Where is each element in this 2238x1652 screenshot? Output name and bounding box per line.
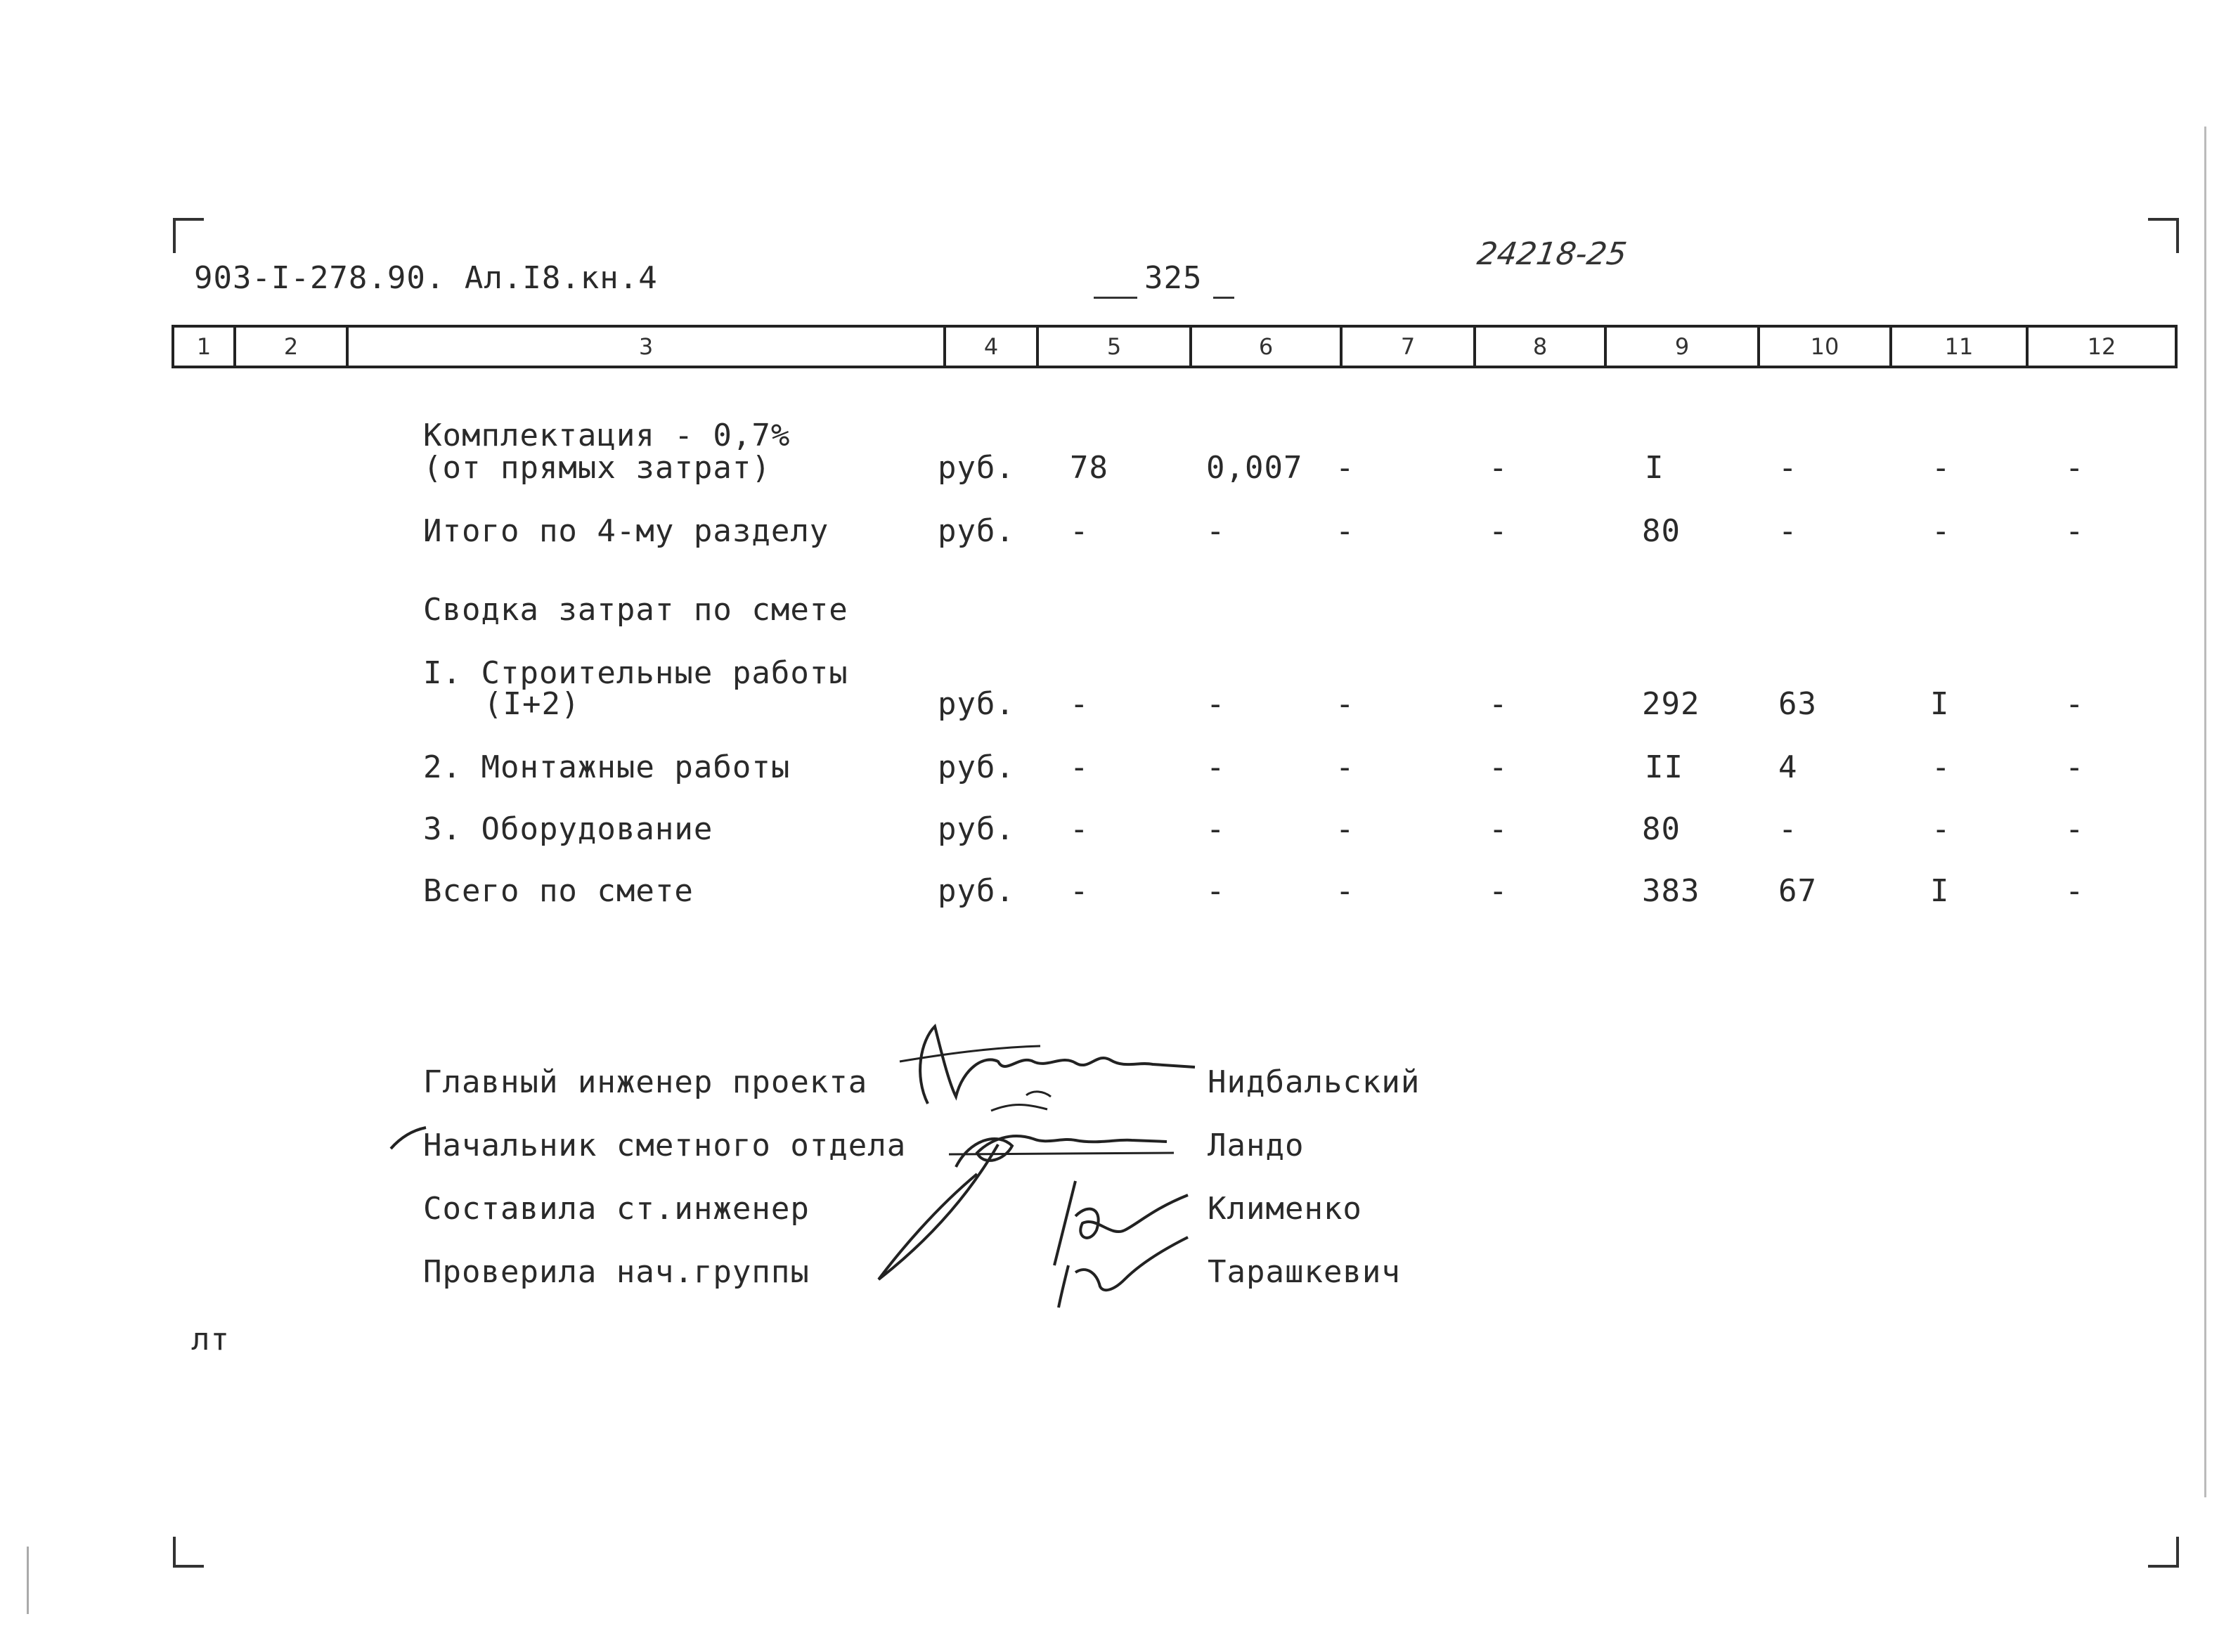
corner-mark-top-left [173,218,204,253]
column-header-8: 8 [1473,328,1604,366]
signature-role: Составила ст.инженер [423,1191,810,1227]
item-col9: 383 [1642,873,1700,909]
item-col8: - [1489,450,1508,486]
column-header-5: 5 [1036,328,1189,366]
item-col11: - [1932,513,1951,549]
item-col10: - [1778,513,1798,549]
item-col7: - [1335,513,1355,549]
item-col6: - [1206,873,1226,909]
archive-number: 24218-25 [1475,236,1629,272]
column-header-10: 10 [1757,328,1889,366]
column-header-row [172,325,2178,368]
pen-stroke-mark [387,1125,429,1153]
scan-edge-line [2204,127,2206,1497]
handwritten-signature-3 [1047,1167,1202,1315]
item-col11: - [1932,450,1951,486]
page-number: 325 [1144,260,1203,296]
item-col8: - [1489,749,1508,785]
item-name-line1: I. Строительные работы [423,655,848,691]
footer-mark: лт [191,1322,230,1357]
column-header-6: 6 [1189,328,1340,366]
signature-name: Тарашкевич [1208,1254,1401,1290]
signature-role: Проверила нач.группы [423,1254,810,1290]
column-header-11: 11 [1889,328,2026,366]
item-col8: - [1489,686,1508,722]
item-col9: I [1645,450,1664,486]
item-name: Всего по смете [423,873,694,909]
item-col7: - [1335,749,1355,785]
item-unit: руб. [938,450,1015,486]
section-heading: Сводка затрат по смете [423,592,848,628]
column-header-3: 3 [346,328,943,366]
column-header-2: 2 [233,328,346,366]
item-name-line1: Комплектация - 0,7% [423,418,791,453]
item-col5: - [1070,513,1089,549]
item-name: Итого по 4-му разделу [423,513,829,549]
item-col5: - [1070,749,1089,785]
item-col12: - [2065,513,2085,549]
item-col9: II [1645,749,1683,785]
item-col5: - [1070,686,1089,722]
item-unit: руб. [938,686,1015,722]
column-header-1: 1 [196,333,212,360]
item-name-line2: (от прямых затрат) [423,450,771,486]
item-col10: - [1778,450,1798,486]
item-col7: - [1335,450,1355,486]
item-col12: - [2065,811,2085,847]
item-col11: - [1932,749,1951,785]
item-name: 3. Оборудование [423,811,713,847]
item-col9: 292 [1642,686,1700,722]
signature-name: Клименко [1208,1191,1362,1227]
scan-edge-line [27,1547,29,1614]
item-col10: - [1778,811,1798,847]
item-col6: - [1206,749,1226,785]
item-col8: - [1489,873,1508,909]
item-col5: - [1070,811,1089,847]
signature-name: Нидбальский [1208,1064,1421,1100]
corner-mark-bottom-right [2148,1537,2179,1568]
column-header-12: 12 [2026,328,2175,366]
item-col5: - [1070,873,1089,909]
item-col12: - [2065,749,2085,785]
item-col6: - [1206,811,1226,847]
item-col11: I [1930,686,1950,722]
item-unit: руб. [938,873,1015,909]
item-unit: руб. [938,513,1015,549]
item-col9: 80 [1642,513,1681,549]
item-col12: - [2065,686,2085,722]
item-col6: - [1206,686,1226,722]
page-number-underline-right [1213,297,1234,299]
item-col10: 4 [1778,749,1798,785]
item-col7: - [1335,811,1355,847]
item-col12: - [2065,450,2085,486]
column-header-7: 7 [1340,328,1473,366]
item-col10: 63 [1778,686,1817,722]
item-col7: - [1335,873,1355,909]
item-col8: - [1489,513,1508,549]
item-col9: 80 [1642,811,1681,847]
item-col12: - [2065,873,2085,909]
item-col10: 67 [1778,873,1817,909]
signature-name: Ландо [1208,1128,1305,1163]
item-col8: - [1489,811,1508,847]
item-col11: - [1932,811,1951,847]
item-name-line2: (I+2) [484,686,581,722]
item-col6: - [1206,513,1226,549]
signature-role: Главный инженер проекта [423,1064,868,1100]
item-col5: 78 [1070,450,1108,486]
item-unit: руб. [938,749,1015,785]
item-unit: руб. [938,811,1015,847]
column-header-9: 9 [1604,328,1757,366]
item-col11: I [1930,873,1950,909]
signature-role: Начальник сметного отдела [423,1128,907,1163]
corner-mark-bottom-left [173,1537,204,1568]
corner-mark-top-right [2148,218,2179,253]
item-col7: - [1335,686,1355,722]
document-code: 903-I-278.90. Ал.I8.кн.4 [194,260,658,296]
page-number-underline-left [1094,297,1137,299]
item-col6: 0,007 [1206,450,1303,486]
column-header-4: 4 [943,328,1036,366]
item-name: 2. Монтажные работы [423,749,791,785]
